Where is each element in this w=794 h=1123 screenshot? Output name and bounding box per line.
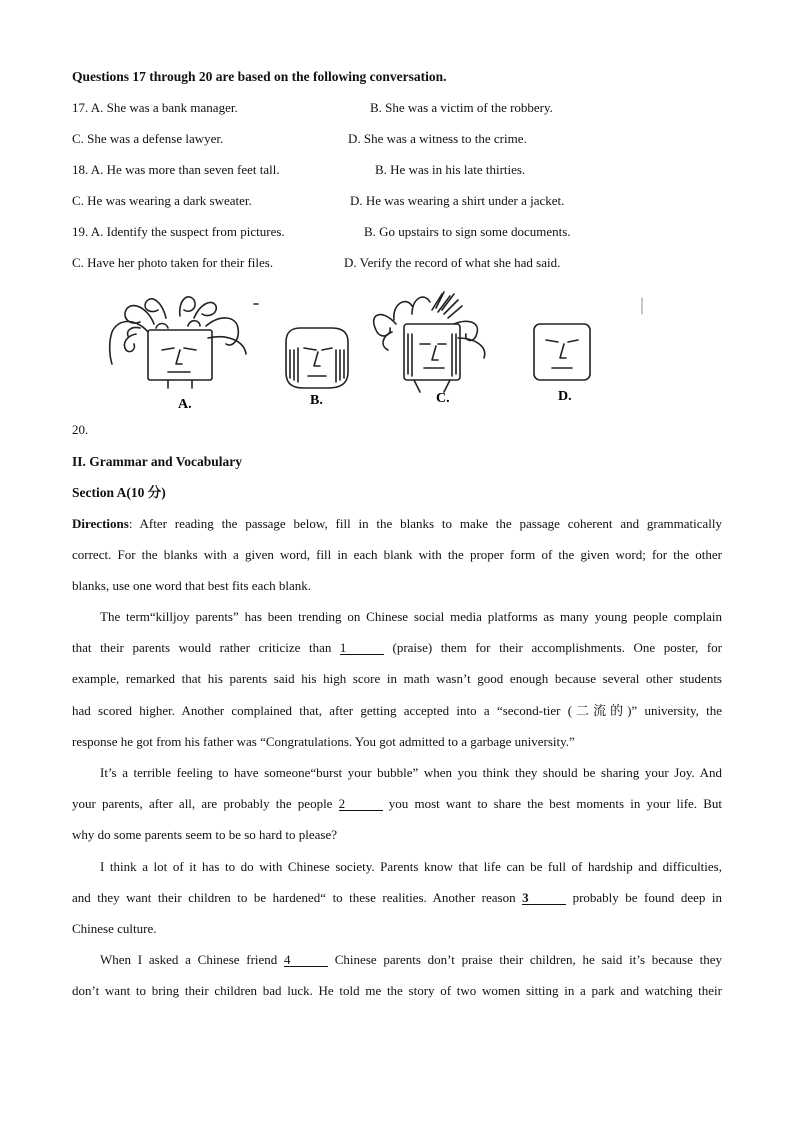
section-a-title: Section A(10 分) — [72, 485, 166, 500]
sketch-label-c: C. — [436, 391, 450, 406]
sketch-label-b: B. — [310, 393, 323, 408]
q18-option-b: B. He was in his late thirties. — [375, 162, 526, 177]
sketch-label-d: D. — [558, 389, 572, 404]
q19-option-a: 19. A. Identify the suspect from pictures. — [72, 224, 285, 239]
para2-line-1: It’s a terrible feeling to have someone“burst your bubble” when you think they should be sharing your Joy. And — [100, 765, 722, 780]
q20-number: 20. — [72, 422, 89, 437]
sketch-label-a: A. — [178, 397, 192, 412]
para1-line-4: had scored higher. Another complained that, after getting accepted into a “second-tier (二流的)” university, the — [72, 703, 722, 718]
q17-option-d: D. She was a witness to the crime. — [348, 131, 527, 146]
para1-line-3: example, remarked that his parents said his high score in math wasn’t good enough because several other students — [72, 671, 722, 686]
q17-option-b: B. She was a victim of the robbery. — [370, 100, 553, 115]
para3-line-3: Chinese culture. — [72, 921, 157, 936]
para4-line-1: When I asked a Chinese friend 4 Chinese parents don’t praise their children, he said it’s because they — [100, 952, 722, 967]
suspect-sketches — [96, 288, 656, 416]
directions-line-1: Directions: After reading the passage below, fill in the blanks to make the passage coherent and grammatically — [72, 516, 722, 531]
para1-line-1: The term“killjoy parents” has been trending on Chinese social media platforms as many young people complain — [100, 609, 722, 624]
blank-1[interactable]: 1 — [340, 641, 384, 655]
para1-line-2: that their parents would rather criticize than 1 (praise) them for their accomplishments. One poster, for — [72, 640, 723, 655]
blank-4[interactable]: 4 — [284, 953, 328, 967]
para2-line-3: why do some parents seem to be so hard to please? — [72, 827, 337, 842]
q19-option-c: C. Have her photo taken for their files. — [72, 255, 274, 270]
para3-line-2: and they want their children to be hardened“ to these realities. Another reason 3 probably be found deep in — [72, 890, 723, 905]
q18-option-c: C. He was wearing a dark sweater. — [72, 193, 252, 208]
directions-label: Directions — [72, 516, 129, 531]
sketch-d — [534, 324, 590, 380]
sketch-c — [374, 292, 485, 392]
part2-title: II. Grammar and Vocabulary — [72, 454, 243, 469]
sketch-b — [286, 328, 348, 388]
q17-option-c: C. She was a defense lawyer. — [72, 131, 224, 146]
para3-line-1: I think a lot of it has to do with Chinese society. Parents know that life can be full of hardship and difficulties, — [100, 859, 722, 874]
q18-option-a: 18. A. He was more than seven feet tall. — [72, 162, 280, 177]
q18-option-d: D. He was wearing a shirt under a jacket. — [350, 193, 565, 208]
directions-line-3: blanks, use one word that best fits each blank. — [72, 578, 311, 593]
blank-3[interactable]: 3 — [522, 891, 566, 905]
blank-2[interactable]: 2 — [339, 797, 383, 811]
para4-line-2: don’t want to bring their children bad luck. He told me the story of two women sitting in a park and watching their — [72, 983, 722, 998]
sketch-a — [110, 297, 258, 388]
directions-line-2: correct. For the blanks with a given word, fill in each blank with the proper form of the given word; for the other — [72, 547, 722, 562]
para2-line-2: your parents, after all, are probably the people 2 you most want to share the best moments in your life. But — [72, 796, 722, 811]
q19-option-d: D. Verify the record of what she had said. — [344, 255, 561, 270]
para1-line-5: response he got from his father was “Congratulations. You got admitted to a garbage university.” — [72, 734, 575, 749]
q17-option-a: 17. A. She was a bank manager. — [72, 100, 238, 115]
q19-option-b: B. Go upstairs to sign some documents. — [364, 224, 571, 239]
section-heading: Questions 17 through 20 are based on the following conversation. — [72, 69, 447, 84]
